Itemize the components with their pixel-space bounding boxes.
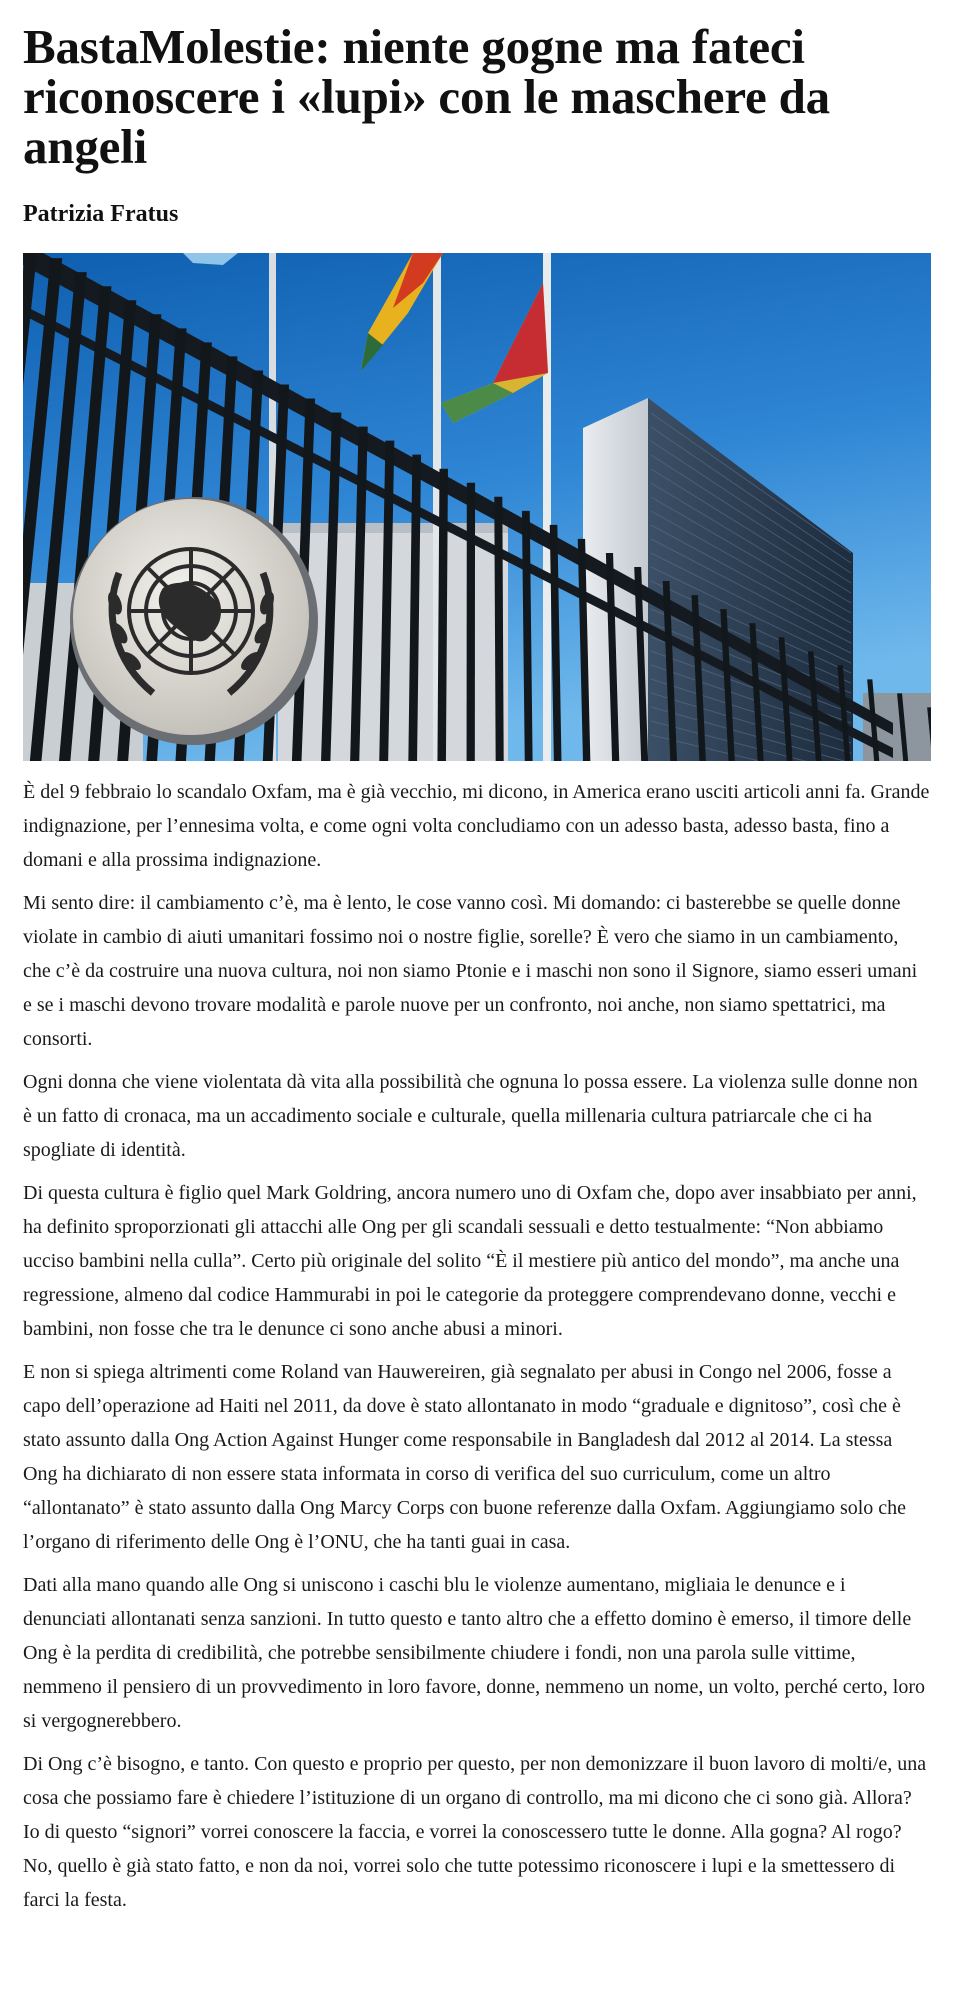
- article-paragraph: Dati alla mano quando alle Ong si uniscono i caschi blu le violenze aumentano, migliaia le denunce e i denunciati allontanati senza sanzioni. In tutto questo e tanto altro che a effetto domino è emerso, il timore delle Ong è la perdita di credibilità, che potrebbe sensibilmente chiudere i fondi, non una parola sulle vittime, nemmeno il pensiero di un provvedimento in loro favore, donne, nemmeno un nome, un volto, perché certo, loro si vergognerebbero.: [23, 1574, 925, 1732]
- article-author: Patrizia Fratus: [23, 201, 179, 227]
- fence-bar: [494, 497, 503, 761]
- article-paragraph: Di Ong c’è bisogno, e tanto. Con questo e proprio per questo, per non demonizzare il buon lavoro di molti/e, una cosa che possiamo fare è chiedere l’istituzione di un organo di controllo, ma mi dicono che ci sono già. Allora? Io di questo “signori” vorrei conoscere la faccia, e vorrei la conoscessero tutte le donne. Alla gogna? Al rogo? No, quello è già stato fatto, e non da noi, vorrei solo che tutte potessimo riconoscere i lupi e la smettessero di farci la festa.: [23, 1753, 927, 1911]
- article-title: BastaMolestie: niente gogne ma fateci riconoscere i «lupi» con le maschere da angeli: [23, 19, 830, 174]
- article-paragraph: Ogni donna che viene violentata dà vita alla possibilità che ognuna lo possa essere. La violenza sulle donne non è un fatto di cronaca, ma un accadimento sociale e culturale, quella millenaria cultura patriarcale che ci ha spogliate di identità.: [23, 1071, 918, 1161]
- article-paragraph: Mi sento dire: il cambiamento c’è, ma è lento, le cose vanno così. Mi domando: ci basterebbe se quelle donne violate in cambio di aiuti umanitari fossimo noi o nostre figlie, sorelle? È vero che siamo in un cambiamento, che c’è da costruire una nuova cultura, noi non siamo Ptonie e i maschi non sono il Signore, siamo esseri umani e se i maschi devono trovare modalità e parole nuove per un confronto, noi anche, non siamo spettatrici, ma consorti.: [23, 892, 918, 1050]
- article-body: [23, 775, 931, 1917]
- un-headquarters-photo: [23, 253, 931, 761]
- un-emblem: [70, 497, 318, 745]
- article-paragraph: Di questa cultura è figlio quel Mark Goldring, ancora numero uno di Oxfam che, dopo aver insabbiato per anni, ha definito sproporzionati gli attacchi alle Ong per gli scandali sessuali e detto testualmente: “Non abbiamo ucciso bambini nella culla”. Certo più originale del solito “È il mestiere più antico del mondo”, ma anche una regressione, almeno dal codice Hammurabi in poi le categorie da proteggere comprendevano donne, vecchi e bambini, non fosse che tra le denunce ci sono anche abusi a minori.: [23, 1182, 917, 1340]
- hero-image: [23, 253, 931, 761]
- article-paragraph: E non si spiega altrimenti come Roland van Hauwereiren, già segnalato per abusi in Congo nel 2006, fosse a capo dell’operazione ad Haiti nel 2011, da dove è stato allontanato in modo “graduale e dignitoso”, così che è stato assunto dalla Ong Action Against Hunger come responsabile in Bangladesh dal 2012 al 2014. La stessa Ong ha dichiarato di non essere stata informata in corso di verifica del suo curriculum, come un altro “allontanato” è stato assunto dalla Ong Marcy Corps con buone referenze dalla Oxfam. Aggiungiamo solo che l’organo di riferimento delle Ong è l’ONU, che ha tanti guai in casa.: [23, 1361, 907, 1553]
- article-page: [23, 0, 931, 1926]
- article-paragraph: È del 9 febbraio lo scandalo Oxfam, ma è già vecchio, mi dicono, in America erano usciti articoli anni fa. Grande indignazione, per l’ennesima volta, e come ogni volta concludiamo con un adesso basta, adesso basta, fino a domani e alla prossima indignazione.: [23, 781, 930, 871]
- fence-bar: [467, 483, 476, 761]
